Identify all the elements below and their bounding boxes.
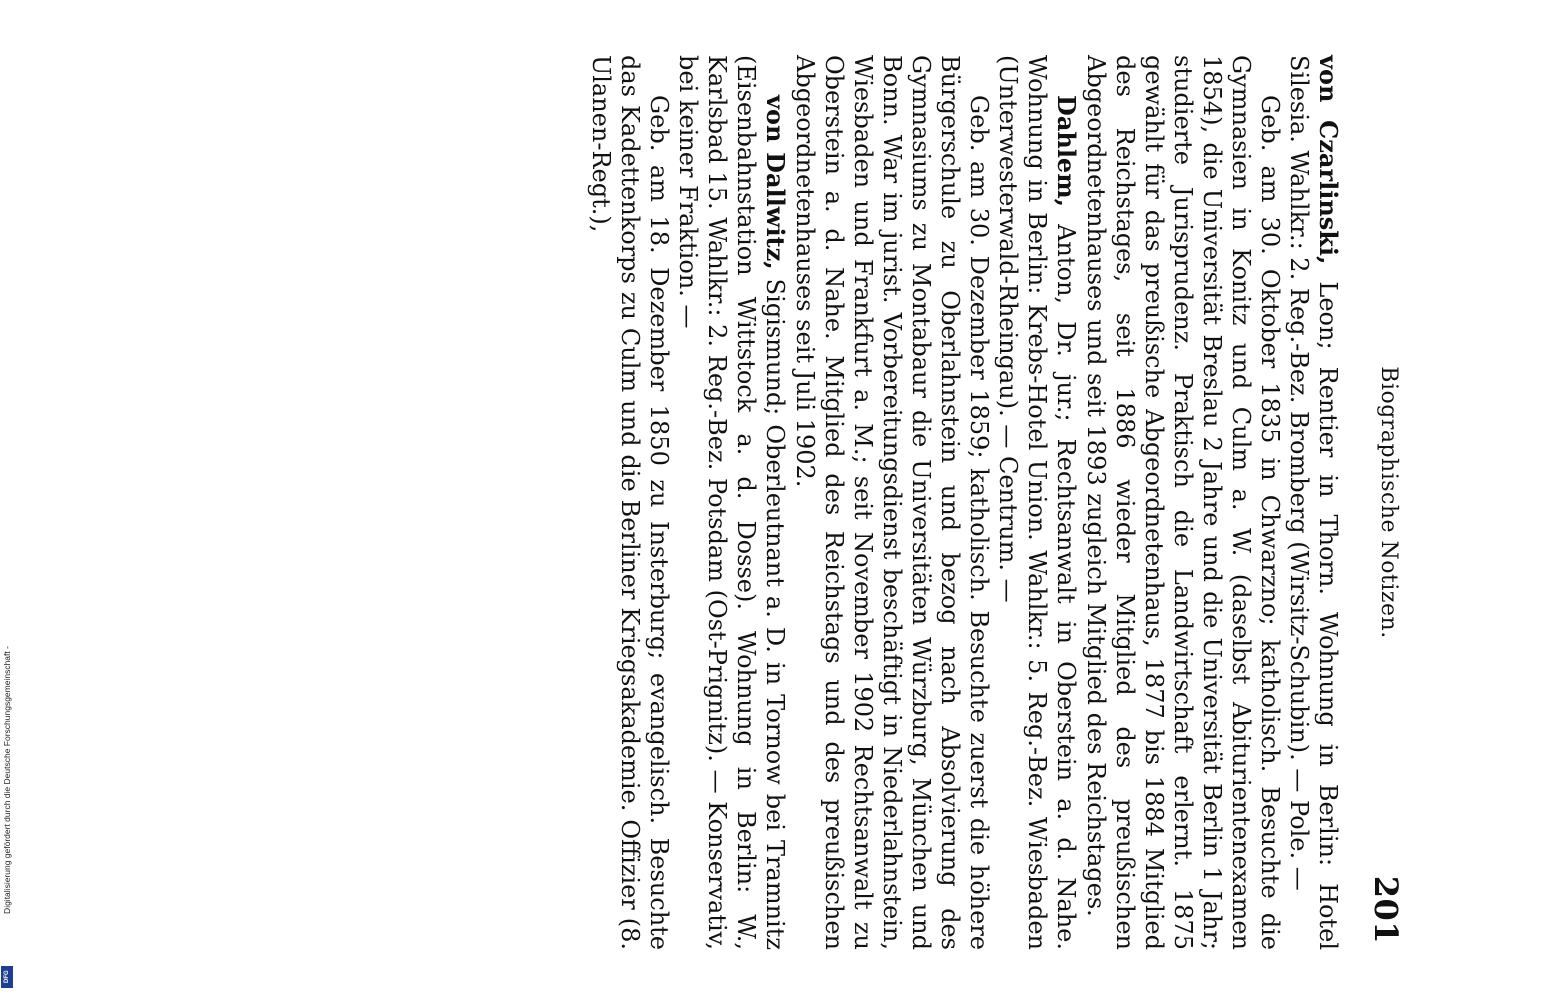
funding-credit-text: Digitalisierung gefördert durch die Deutsche Forschungsgemeinschaft - [2, 646, 12, 914]
entry-czarlinski [1081, 55, 1343, 950]
margin-credit [0, 0, 14, 1000]
entry-intro: Leon; Rentier in Thorn. Wohnung in Berlin: Hotel Silesia. Wahlkr.: 2. Reg.-Bez. Bromberg (Wirsitz-Schubin). — Pole. — [1285, 55, 1342, 951]
entry-name: Dahlem, [1052, 95, 1081, 207]
entry-header [1284, 55, 1343, 950]
entry-header [993, 55, 1081, 950]
entry-dallwitz [586, 55, 790, 950]
entry-biography: Geb. am 18. Dezember 1850 zu Insterburg; evangelisch. Besuchte das Kadettenkorps zu Culm und die Berliner Kriegsakademie. Offizier (8. Ulanen-Regt.), [587, 55, 673, 950]
entry-name: von Dallwitz, [761, 95, 790, 270]
entry-intro: Anton, Dr. jur.; Rechtsanwalt in Oberstein a. d. Nahe. Wohnung in Berlin: Krebs-Hotel Union. Wahlkr.: 5. Reg.-Bez. Wiesbaden (Unterwesterwald-Rheingau). — Centrum. — [994, 55, 1080, 950]
page-number: 201 [1367, 875, 1405, 944]
entry-biography: Geb. am 30. Dezember 1859; katholisch. Besuchte zuerst die höhere Bürgerschule zu Oberlahnstein und bezog nach Absolvierung des Gymnasiums zu Montabaur die Universitäten Würzburg, München und Bonn. War im jurist. Vorbereitungsdienst beschäftigt in Niederlahnstein, Wiesbaden und Frankfurt a. M.; seit November 1902 Rechtsanwalt zu Oberstein a. d. Nahe. Mitglied des Reichstags und des preußischen Abgeordnetenhauses seit Juli 1902. [791, 55, 993, 950]
book-page [165, 55, 1405, 950]
dfg-logo: DFG [1, 966, 13, 988]
entry-dahlem [790, 55, 1081, 950]
entry-biography: Geb. am 30. Oktober 1835 in Chwarzno; katholisch. Besuchte die Gymnasien in Konitz und Culm a. W. (daselbst Abiturientenexamen 1854), die Universität Breslau 2 Jahre und die Universität Berlin 1 Jahr; studierte Jurisprudenz. Praktisch die Landwirtschaft erlernt. 1875 gewählt für das preußische Abgeordnetenhaus, 1877 bis 1884 Mitglied des Reichstages, seit 1886 wieder Mitglied des preußischen Abgeordnetenhauses und seit 1893 zugleich Mitglied des Reichstages. [1082, 55, 1284, 950]
entry-intro: Sigismund; Oberleutnant a. D. in Tornow bei Tramnitz (Eisenbahnstation Wittstock a. d. Dosse). Wohnung in Berlin: W., Karlsbad 15. Wahlkr.: 2. Reg.-Bez. Potsdam (Ost-Prignitz). — Konservativ, bei keiner Fraktion. — [674, 55, 789, 950]
biography-entries [586, 55, 1343, 950]
entry-name: von Czarlinski, [1314, 55, 1343, 265]
running-head [1365, 55, 1405, 950]
running-title: Biographische Notizen. [1376, 366, 1401, 639]
entry-header [673, 55, 790, 950]
